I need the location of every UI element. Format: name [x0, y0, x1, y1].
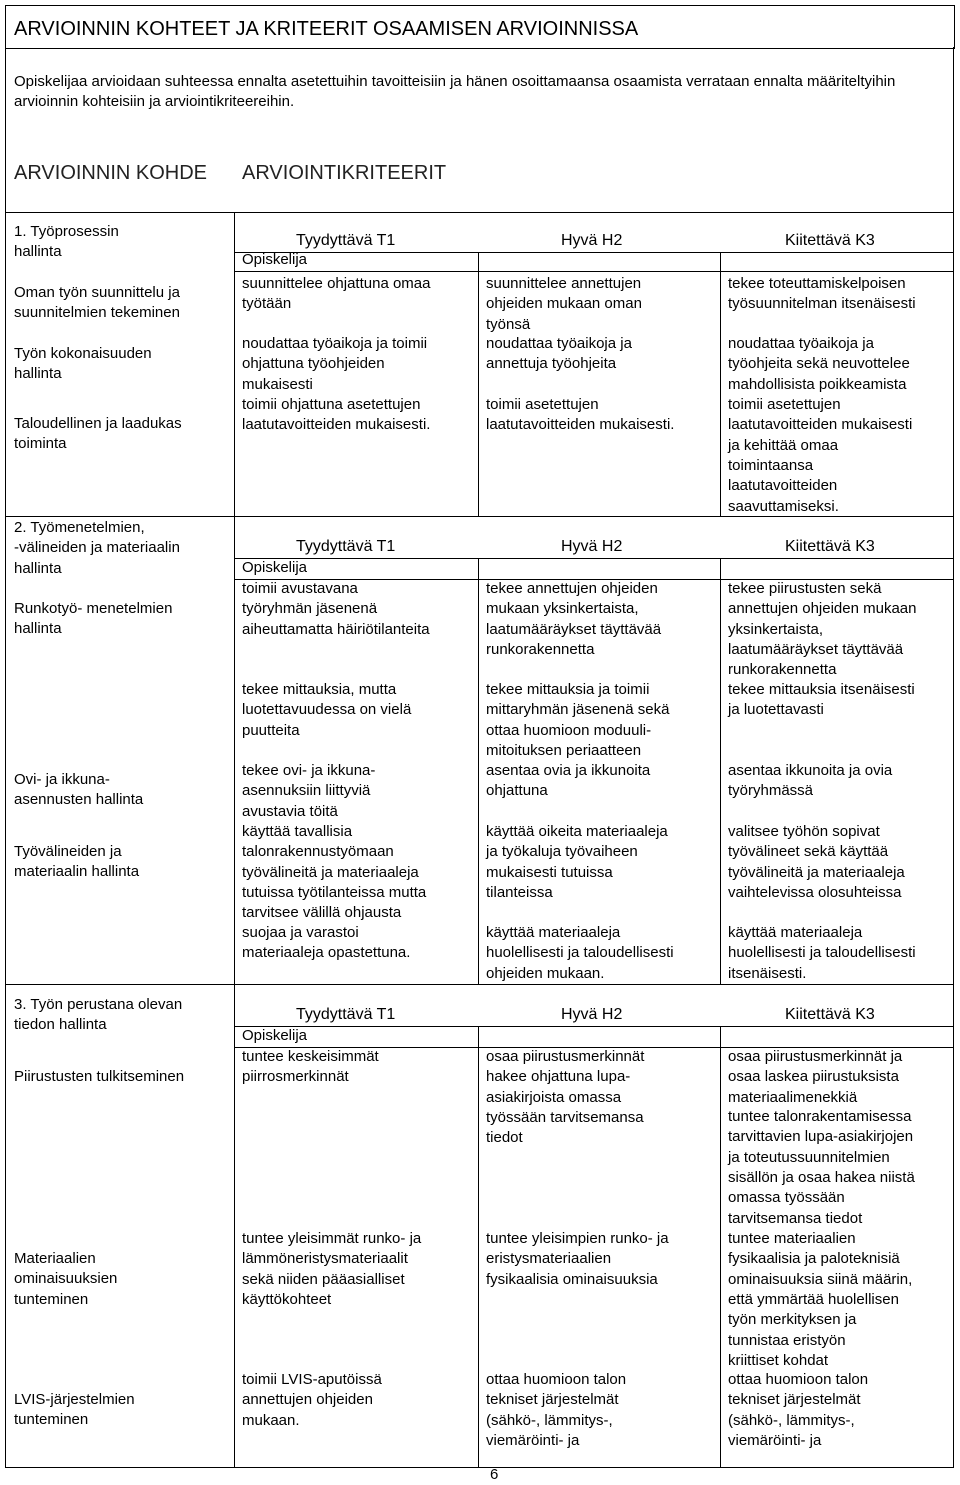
title-box [5, 5, 955, 49]
section-3-criterion: tuntee materiaalien [728, 1230, 856, 1247]
section-2-criterion: mitoituksen periaatteen [486, 741, 642, 759]
section-3-level-rule [234, 1026, 954, 1027]
section-2-criterion: runkorakennetta [728, 661, 837, 679]
section-2-criterion: vaihtelevissa olosuhteissa [728, 883, 902, 901]
section-2-criterion: asentaa ovia ja ikkunoita [486, 762, 651, 779]
section-3-target: Piirustusten tulkitseminen [14, 1068, 185, 1085]
header-kohde: ARVIOINNIN KOHDE [14, 162, 207, 184]
section-1-target: Työn kokonaisuuden [14, 345, 152, 362]
section-3-criterion: omassa työssään [728, 1189, 845, 1207]
section-3-col-divider [478, 1026, 479, 1467]
section-2-criterion: itsenäisesti. [728, 964, 807, 982]
document-title: ARVIOINNIN KOHTEET JA KRITEERIT OSAAMISEN ARVIOINNISSA [14, 18, 639, 40]
section-1-criterion: toimintaansa [728, 456, 814, 474]
section-3-target: ominaisuuksien [14, 1270, 118, 1288]
frame-right [953, 47, 954, 1467]
section-3-criterion: käyttökohteet [242, 1290, 332, 1308]
section-3-criterion: sisällön ja osaa hakea niistä [728, 1168, 915, 1186]
section-2-criterion: mittaryhmän jäsenenä sekä [486, 701, 670, 719]
section-3-criterion: tuntee talonrakentamisessa [728, 1108, 912, 1125]
section-2-criterion: asennuksiin liittyviä [242, 782, 371, 800]
section-3-target: tunteminen [14, 1290, 89, 1308]
section-3-rule [5, 984, 234, 985]
section-2-criterion: ja luotettavasti [728, 701, 824, 719]
section-1-criterion: ja kehittää omaa [728, 436, 839, 454]
section-2-criterion: ohjattuna [486, 782, 548, 800]
section-3-criterion: ja toteutussuunnitelmien [728, 1148, 890, 1166]
section-2-criterion: laatumääräykset täyttävää [728, 640, 904, 658]
section-3-criterion: tekniset järjestelmät [486, 1391, 619, 1409]
section-1-criterion: annettuja työohjeita [486, 355, 617, 373]
section-2-criterion: ja työkaluja työvaiheen [486, 843, 638, 861]
section-3-criterion: osaa piirustusmerkinnät ja [728, 1048, 903, 1065]
section-3-criterion: kriittiset kohdat [728, 1351, 829, 1369]
section-2-criterion: aiheuttamatta häiriötilanteita [242, 620, 430, 638]
section-2-criterion: käyttää materiaaleja [728, 924, 863, 941]
section-1-target: toiminta [14, 435, 67, 453]
section-3-opiskelija-label: Opiskelija [242, 1027, 308, 1044]
section-2-criterion: huolellisesti ja taloudellisesti [486, 944, 674, 962]
intro-paragraph: Opiskelijaa arvioidaan suhteessa ennalta asetettuihin tavoitteisiin ja hänen osoittamaansa osaamista verrataan ennalta määriteltyihin arvioinnin kohteisiin ja arviointikriteereihin. [14, 73, 896, 110]
section-3-target: Materiaalien [14, 1250, 96, 1267]
section-3-heading: 3. Työn perustana olevan [14, 996, 183, 1013]
section-1-criterion: työnsä [486, 315, 531, 333]
table-top-rule [5, 212, 954, 213]
section-3-criterion: että ymmärtää huolellisen [728, 1290, 899, 1308]
section-2-heading: 2. Työmenetelmien, [14, 519, 145, 536]
section-2-target: hallinta [14, 620, 62, 638]
column-divider [234, 212, 235, 1467]
section-2-criterion: runkorakennetta [486, 640, 595, 658]
section-3-criterion: eristysmateriaalien [486, 1250, 612, 1268]
section-2-col-divider [478, 558, 479, 984]
section-3-criterion: ottaa huomioon talon [728, 1371, 869, 1388]
section-1-criterion: laatutavoitteiden mukaisesti [728, 416, 913, 434]
section-1-criterion: mukaisesti [242, 375, 313, 393]
section-3-criterion: ottaa huomioon talon [486, 1371, 627, 1388]
section-2-criterion: tekee annettujen ohjeiden [486, 580, 658, 597]
section-3-criterion: annettujen ohjeiden [242, 1391, 373, 1409]
section-1-criterion: noudattaa työaikoja ja [728, 335, 874, 352]
section-3-criterion: viemäröinti- ja [728, 1431, 822, 1449]
section-3-criterion: osaa piirustusmerkinnät [486, 1048, 645, 1065]
section-1-heading: 1. Työprosessin [14, 223, 119, 240]
section-3-criterion: viemäröinti- ja [486, 1431, 580, 1449]
section-1-level-heading: Hyvä H2 [561, 232, 623, 249]
section-1-criterion: ohjattuna työohjeiden [242, 355, 385, 373]
section-3-criterion: hakee ohjattuna lupa- [486, 1068, 631, 1086]
section-3-criterion: tuntee yleisimmät runko- ja [242, 1230, 422, 1247]
section-3-criterion: lämmöneristysmateriaalit [242, 1250, 408, 1268]
section-1-criterion: suunnittelee ohjattuna omaa [242, 275, 431, 292]
section-2-criterion: luotettavuudessa on vielä [242, 701, 412, 719]
section-2-criterion: tutuissa työtilanteissa mutta [242, 883, 427, 901]
section-3-col-divider [720, 1026, 721, 1467]
section-3-criterion: työn merkityksen ja [728, 1311, 857, 1329]
section-1-criterion: saavuttamiseksi. [728, 497, 839, 515]
section-1-col-divider [478, 252, 479, 516]
section-3-criterion: tarvitsemansa tiedot [728, 1209, 863, 1227]
section-2-criterion: laatumääräykset täyttävää [486, 620, 662, 638]
section-3-criterion: tiedot [486, 1129, 523, 1147]
section-1-criterion: laatutavoitteiden [728, 477, 838, 495]
section-1-criterion: noudattaa työaikoja ja toimii [242, 335, 428, 352]
section-1-opiskelija-rule [234, 271, 954, 272]
section-2-criterion: huolellisesti ja taloudellisesti [728, 944, 916, 962]
section-1-criterion: työtään [242, 295, 292, 313]
section-3-level-heading: Hyvä H2 [561, 1006, 623, 1023]
section-2-rule [5, 516, 234, 517]
section-2-target: Ovi- ja ikkuna- [14, 771, 110, 788]
section-1-criterion: työohjeita sekä neuvottelee [728, 355, 910, 373]
section-2-criterion: yksinkertaista, [728, 620, 824, 638]
section-2-criterion: työryhmässä [728, 782, 814, 800]
section-1-criterion: toimii ohjattuna asetettujen [242, 396, 421, 413]
section-3-criterion: (sähkö-, lämmitys-, [486, 1411, 613, 1429]
section-1-target: Oman työn suunnittelu ja [14, 284, 180, 301]
section-3-target: LVIS-järjestelmien [14, 1391, 135, 1408]
section-2-criterion: talonrakennustyömaan [242, 843, 394, 861]
section-1-criterion: toimii asetettujen [486, 396, 599, 413]
frame-left [5, 47, 6, 1467]
section-1-criterion: mahdollisista poikkeamista [728, 375, 907, 393]
section-2-target: Runkotyö- menetelmien [14, 600, 173, 617]
section-2-col-divider [720, 558, 721, 984]
section-3-criterion: fysikaalisia ominaisuuksia [486, 1270, 658, 1288]
section-3-criterion: tarvittavien lupa-asiakirjojen [728, 1128, 914, 1146]
section-2-level-rule [234, 558, 954, 559]
section-2-criterion: työvälineitä ja materiaaleja [728, 863, 905, 881]
section-2-criterion: mukaisesti tutuissa [486, 863, 613, 881]
section-1-target: suunnitelmien tekeminen [14, 304, 180, 322]
section-2-criterion: ottaa huomioon moduuli- [486, 721, 652, 739]
section-2-criterion: puutteita [242, 721, 300, 739]
section-3-criterion: materiaalimenekkiä [728, 1088, 858, 1106]
section-2-criterion: ohjeiden mukaan. [486, 964, 605, 982]
section-2-criterion: valitsee työhön sopivat [728, 823, 880, 840]
section-3-criterion: ominaisuuksia siinä määrin, [728, 1270, 913, 1288]
section-1-col-divider [720, 252, 721, 516]
section-3-criterion: asiakirjoista omassa [486, 1088, 622, 1106]
section-2-criterion: käyttää tavallisia [242, 823, 353, 840]
section-3-criterion: osaa laskea piirustuksista [728, 1068, 899, 1086]
section-2-criterion: tekee mittauksia, mutta [242, 681, 397, 698]
section-2-target: Työvälineiden ja [14, 843, 122, 860]
section-3-criterion: fysikaalisia ja paloteknisiä [728, 1250, 900, 1268]
section-2-criterion: tekee piirustusten sekä [728, 580, 882, 597]
section-2-level-heading: Hyvä H2 [561, 538, 623, 555]
section-2-level-heading: Kiitettävä K3 [785, 538, 875, 555]
section-2-criterion: tarvitsee välillä ohjausta [242, 904, 402, 922]
section-1-heading: hallinta [14, 243, 62, 261]
section-2-heading: hallinta [14, 559, 62, 577]
section-1-criterion: toimii asetettujen [728, 396, 841, 413]
section-2-opiskelija-label: Opiskelija [242, 559, 308, 576]
section-3-criterion: tunnistaa eristyön [728, 1331, 846, 1349]
section-1-target: hallinta [14, 365, 62, 383]
section-2-criterion: käyttää oikeita materiaaleja [486, 823, 668, 840]
section-3-criterion: tuntee yleisimpien runko- ja [486, 1230, 669, 1247]
section-3-criterion: sekä niiden pääasialliset [242, 1270, 405, 1288]
section-2-criterion: tekee mittauksia ja toimii [486, 681, 650, 698]
section-1-criterion: suunnittelee annettujen [486, 275, 642, 292]
section-1-opiskelija-label: Opiskelija [242, 251, 308, 268]
section-2-heading: -välineiden ja materiaalin [14, 539, 180, 557]
section-2-level-heading: Tyydyttävä T1 [296, 538, 396, 555]
section-3-target: tunteminen [14, 1411, 89, 1429]
section-1-criterion: noudattaa työaikoja ja [486, 335, 632, 352]
section-1-criterion: laatutavoitteiden mukaisesti. [486, 416, 675, 434]
page-number: 6 [490, 1466, 499, 1483]
section-2-criterion: käyttää materiaaleja [486, 924, 621, 941]
section-2-target: asennusten hallinta [14, 791, 144, 809]
section-3-level-heading: Kiitettävä K3 [785, 1006, 875, 1023]
section-1-criterion: laatutavoitteiden mukaisesti. [242, 416, 431, 434]
section-2-criterion: mukaan yksinkertaista, [486, 600, 639, 618]
section-3-criterion: mukaan. [242, 1411, 300, 1429]
section-3-criterion: piirrosmerkinnät [242, 1068, 349, 1086]
header-kriteerit: ARVIOINTIKRITEERIT [242, 162, 447, 184]
section-2-criterion: asentaa ikkunoita ja ovia [728, 762, 893, 779]
section-2-criterion: avustavia töitä [242, 802, 338, 820]
section-2-criterion: työvälineitä ja materiaaleja [242, 863, 419, 881]
section-3-bottom-rule [5, 1467, 954, 1468]
section-3-criterion: (sähkö-, lämmitys-, [728, 1411, 855, 1429]
section-3-criterion: tekniset järjestelmät [728, 1391, 861, 1409]
section-2-criterion: työvälineet sekä käyttää [728, 843, 889, 861]
section-3-criterion: työssään tarvitsemansa [486, 1108, 644, 1126]
section-3-criterion: tuntee keskeisimmät [242, 1048, 379, 1065]
section-2-criterion: suojaa ja varastoi [242, 924, 359, 941]
section-1-level-heading: Kiitettävä K3 [785, 232, 875, 249]
section-1-level-heading: Tyydyttävä T1 [296, 232, 396, 249]
section-2-criterion: työryhmän jäsenenä [242, 600, 378, 618]
section-1-criterion: työsuunnitelman itsenäisesti [728, 295, 916, 313]
section-2-criterion: tekee ovi- ja ikkuna- [242, 762, 376, 779]
section-2-criterion: toimii avustavana [242, 580, 358, 597]
section-2-target: materiaalin hallinta [14, 863, 140, 881]
section-1-target: Taloudellinen ja laadukas [14, 415, 182, 432]
section-3-heading: tiedon hallinta [14, 1016, 107, 1034]
section-1-criterion: tekee toteuttamiskelpoisen [728, 275, 906, 292]
section-3-level-heading: Tyydyttävä T1 [296, 1006, 396, 1023]
section-2-criterion: annettujen ohjeiden mukaan [728, 600, 917, 618]
section-3-criterion: toimii LVIS-aputöissä [242, 1371, 382, 1388]
section-2-criterion: tilanteissa [486, 883, 553, 901]
section-2-criterion: tekee mittauksia itsenäisesti [728, 681, 915, 698]
section-2-criterion: materiaaleja opastettuna. [242, 944, 411, 962]
section-1-criterion: ohjeiden mukaan oman [486, 295, 642, 313]
section-1-level-rule [234, 252, 954, 253]
